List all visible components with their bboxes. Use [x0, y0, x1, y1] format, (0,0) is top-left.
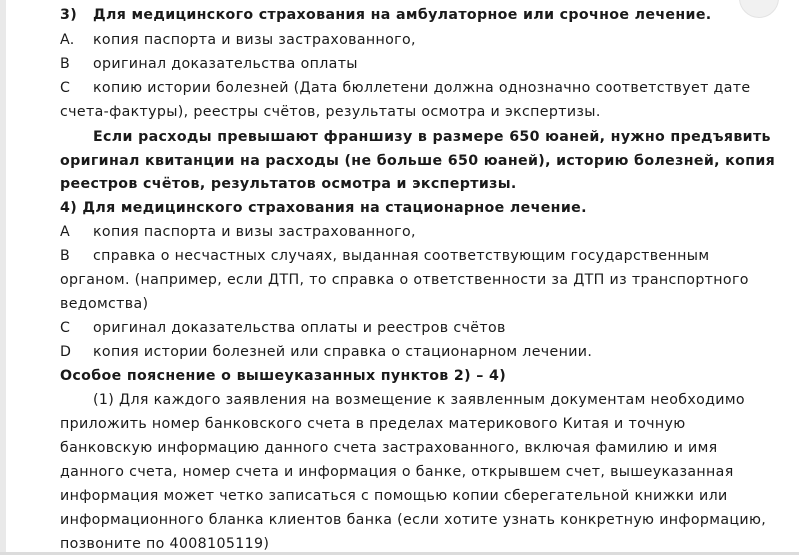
- item-marker: C: [60, 320, 71, 336]
- special-line-2: приложить номер банковского счета в пределах материкового Китая и точную: [60, 416, 686, 432]
- item-text: копия паспорта и визы застрахованного,: [93, 32, 416, 48]
- left-panel-edge: [0, 0, 6, 555]
- item-text: копия паспорта и визы застрахованного,: [93, 224, 416, 240]
- item-text: справка о несчастных случаях, выданная соответствующим государственным: [93, 248, 710, 264]
- special-explanation-heading: Особое пояснение о вышеуказанных пунктов 2) – 4): [60, 368, 507, 384]
- franchise-note-line-1: Если расходы превышают франшизу в размере 650 юаней, нужно предъявить: [93, 129, 771, 145]
- item-text: оригинал доказательства оплаты и реестров счётов: [93, 320, 506, 336]
- section-3-title: Для медицинского страхования на амбулаторное или срочное лечение.: [93, 7, 712, 23]
- scroll-up-button[interactable]: [739, 0, 779, 18]
- item-text: копию истории болезней (Дата бюллетени должна однозначно соответствует дате: [93, 80, 751, 96]
- franchise-note-line-2: оригинал квитанции на расходы (не больше 650 юаней), историю болезней, копия: [60, 153, 776, 169]
- section-3-number: 3): [60, 7, 78, 23]
- special-line-4: данного счета, номер счета и информация о банке, открывшем счет, вышеуказанная: [60, 464, 734, 480]
- section-4-item-b-continuation-2: ведомства): [60, 296, 149, 312]
- item-text: оригинал доказательства оплаты: [93, 56, 358, 72]
- special-line-5: информация может четко записаться с помощью копии сберегательной книжки или: [60, 488, 728, 504]
- special-line-7: позвоните по 4008105119): [60, 536, 270, 552]
- item-marker: B: [60, 56, 71, 72]
- special-line-6: информационного бланка клиентов банка (если хотите узнать конкретную информацию,: [60, 512, 767, 528]
- section-4-item-b-continuation-1: органом. (например, если ДТП, то справка о ответственности за ДТП из транспортного: [60, 272, 749, 288]
- franchise-note-line-3: реестров счётов, результатов осмотра и экспертизы.: [60, 176, 517, 192]
- item-marker: D: [60, 344, 72, 360]
- special-line-1: (1) Для каждого заявления на возмещение к заявленным документам необходимо: [93, 392, 745, 408]
- section-3-item-c-continuation: счета-фактуры), реестры счётов, результаты осмотра и экспертизы.: [60, 104, 601, 120]
- special-line-3: банковскую информацию данного счета застрахованного, включая фамилию и имя: [60, 440, 718, 456]
- item-marker: C: [60, 80, 71, 96]
- item-marker: A: [60, 224, 71, 240]
- item-marker: B: [60, 248, 71, 264]
- item-marker: A.: [60, 32, 75, 48]
- item-text: копия истории болезней или справка о стационарном лечении.: [93, 344, 593, 360]
- section-4-heading: 4) Для медицинского страхования на стационарное лечение.: [60, 200, 587, 216]
